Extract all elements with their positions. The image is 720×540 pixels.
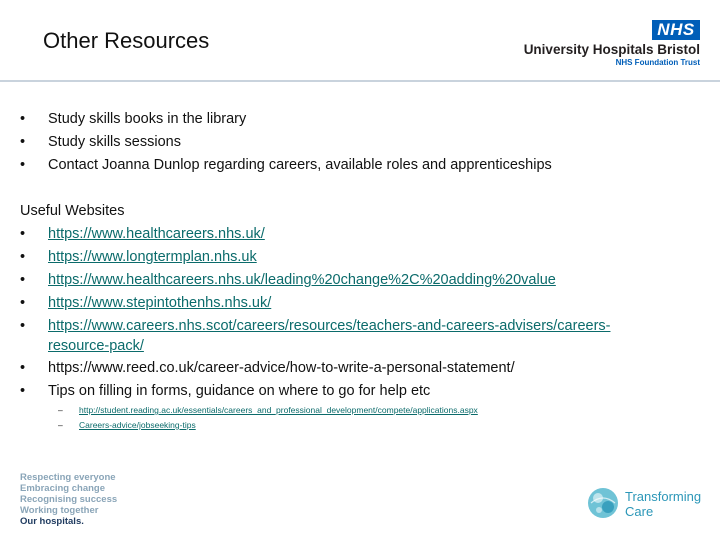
- website-link[interactable]: https://www.careers.nhs.scot/careers/resources/teachers-and-careers-advisers/careers-: [48, 318, 611, 334]
- globe-icon: [585, 485, 621, 521]
- value-line: Recognising success: [20, 494, 118, 505]
- sub-link[interactable]: Careers-advice/jobseeking-tips: [79, 420, 196, 430]
- resource-text: Contact Joanna Dunlop regarding careers, available roles and apprenticeships: [48, 157, 552, 173]
- website-link[interactable]: https://www.longtermplan.nhs.uk: [48, 249, 257, 265]
- website-text: Tips on filling in forms, guidance on where to go for help etc: [48, 383, 431, 399]
- page-title: Other Resources: [43, 28, 210, 53]
- website-link[interactable]: https://www.stepintothenhs.nhs.uk/: [48, 295, 272, 311]
- bullet: •: [20, 318, 26, 334]
- websites-heading: Useful Websites: [20, 203, 125, 219]
- dash: –: [58, 420, 63, 430]
- nhs-trust-name: NHS Foundation Trust: [615, 58, 700, 67]
- website-link[interactable]: https://www.healthcareers.nhs.uk/: [48, 226, 265, 242]
- bullet: •: [20, 157, 26, 173]
- nhs-badge: NHS: [652, 20, 700, 40]
- bullet: •: [20, 360, 26, 376]
- transforming-care-text: Transforming Care: [625, 489, 702, 519]
- transforming-care-logo: [585, 485, 705, 525]
- bullet: •: [20, 111, 26, 127]
- bullet: •: [20, 226, 26, 242]
- website-link[interactable]: resource-pack/: [48, 338, 144, 354]
- bullet: •: [20, 383, 26, 399]
- website-link[interactable]: https://www.healthcareers.nhs.uk/leading%20change%2C%20adding%20value: [48, 272, 556, 288]
- nhs-organisation-name: University Hospitals Bristol: [523, 42, 700, 57]
- dash: –: [58, 405, 63, 415]
- bullet: •: [20, 134, 26, 150]
- bullet: •: [20, 295, 26, 311]
- value-line: Our hospitals.: [20, 516, 84, 527]
- value-line: Embracing change: [20, 483, 105, 494]
- value-line: Respecting everyone: [20, 472, 116, 483]
- bullet: •: [20, 249, 26, 265]
- bullet: •: [20, 272, 26, 288]
- website-text: https://www.reed.co.uk/career-advice/how-to-write-a-personal-statement/: [48, 360, 515, 376]
- value-line: Working together: [20, 505, 99, 516]
- resource-text: Study skills books in the library: [48, 111, 247, 127]
- sub-link[interactable]: http://student.reading.ac.uk/essentials/careers_and_professional_development/compete/applications.aspx: [79, 405, 478, 415]
- values-statement: [20, 472, 117, 527]
- resource-text: Study skills sessions: [48, 134, 181, 150]
